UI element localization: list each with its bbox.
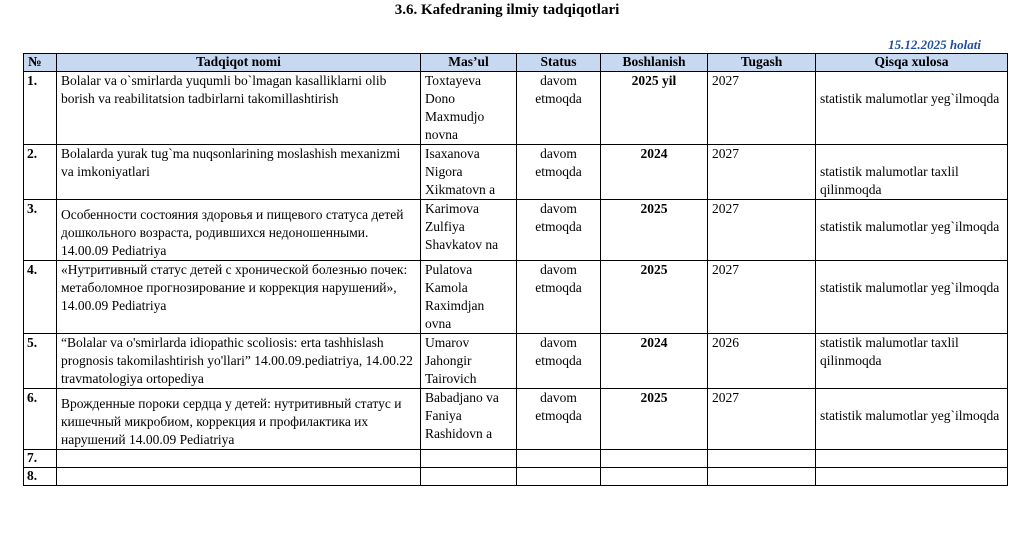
start-cell: 2024 (601, 145, 708, 200)
end-cell (708, 468, 816, 486)
row-number: 4. (24, 261, 57, 334)
responsible-person: Umarov Jahongir Tairovich (421, 334, 517, 389)
research-table (23, 53, 1008, 486)
table-row (24, 468, 1008, 486)
responsible-person: Toxtayeva Dono Maxmudjo novna (421, 72, 517, 145)
col-header-name: Tadqiqot nomi (57, 54, 421, 72)
status-cell: davom etmoqda (517, 334, 601, 389)
status-cell (517, 450, 601, 468)
summary-cell: statistik malumotlar taxlil qilinmoqda (816, 145, 1008, 200)
col-header-summary: Qisqa xulosa (816, 54, 1008, 72)
table-row (24, 389, 1008, 450)
research-title (57, 450, 421, 468)
status-cell (517, 468, 601, 486)
responsible-person (421, 468, 517, 486)
summary-cell: statistik malumotlar yeg`ilmoqda (816, 261, 1008, 334)
research-title: Bolalarda yurak tug`ma nuqsonlarining moslashish mexanizmi va imkoniyatlari (57, 145, 421, 200)
responsible-person (421, 450, 517, 468)
table-row (24, 200, 1008, 261)
col-header-status: Status (517, 54, 601, 72)
research-title: Особенности состояния здоровья и пищевого статуса детей дошкольного возраста, родившихся недоношенными. 14.00.09 Pediatriya (57, 200, 421, 261)
research-title (57, 468, 421, 486)
start-cell: 2025 (601, 261, 708, 334)
table-row (24, 334, 1008, 389)
summary-cell (816, 468, 1008, 486)
row-number: 8. (24, 468, 57, 486)
research-title: «Нутритивный статус детей с хронической болезнью почек: метаболомное прогнозирование и коррекция нарушений», 14.00.09 Pediatriya (57, 261, 421, 334)
start-cell: 2025 yil (601, 72, 708, 145)
end-cell: 2027 (708, 261, 816, 334)
end-cell: 2027 (708, 389, 816, 450)
research-title: “Bolalar va o'smirlarda idiopathic scoliosis: erta tashhislash prognosis takomilashtirish yo'llari” 14.00.09.pediatriya, 14.00.22 travmatologiya ortopediya (57, 334, 421, 389)
status-cell: davom etmoqda (517, 261, 601, 334)
end-cell: 2027 (708, 145, 816, 200)
summary-cell: statistik malumotlar yeg`ilmoqda (816, 72, 1008, 145)
start-cell (601, 450, 708, 468)
row-number: 3. (24, 200, 57, 261)
responsible-person: Pulatova Kamola Raximdjan ovna (421, 261, 517, 334)
table-header-row (24, 54, 1008, 72)
status-cell: davom etmoqda (517, 145, 601, 200)
summary-cell (816, 450, 1008, 468)
col-header-responsible: Mas’ul (421, 54, 517, 72)
start-cell: 2024 (601, 334, 708, 389)
end-cell: 2026 (708, 334, 816, 389)
col-header-no: № (24, 54, 57, 72)
row-number: 6. (24, 389, 57, 450)
research-title: Врожденные пороки сердца у детей: нутритивный статус и кишечный микробиом, коррекция и профилактика их нарушений 14.00.09 Pediatriya (57, 389, 421, 450)
status-cell: davom etmoqda (517, 72, 601, 145)
summary-cell: statistik malumotlar taxlil qilinmoqda (816, 334, 1008, 389)
status-cell: davom etmoqda (517, 389, 601, 450)
research-title: Bolalar va o`smirlarda yuqumli bo`lmagan kasalliklarni olib borish va reabilitatsion tadbirlarni takomillashtirish (57, 72, 421, 145)
col-header-start: Boshlanish (601, 54, 708, 72)
end-cell: 2027 (708, 72, 816, 145)
table-row (24, 72, 1008, 145)
end-cell (708, 450, 816, 468)
start-cell: 2025 (601, 389, 708, 450)
status-cell: davom etmoqda (517, 200, 601, 261)
row-number: 5. (24, 334, 57, 389)
row-number: 2. (24, 145, 57, 200)
end-cell: 2027 (708, 200, 816, 261)
table-row (24, 261, 1008, 334)
row-number: 1. (24, 72, 57, 145)
row-number: 7. (24, 450, 57, 468)
col-header-end: Tugash (708, 54, 816, 72)
responsible-person: Isaxanova Nigora Xikmatovn a (421, 145, 517, 200)
responsible-person: Babadjano va Faniya Rashidovn a (421, 389, 517, 450)
summary-cell: statistik malumotlar yeg`ilmoqda (816, 389, 1008, 450)
date-note: 15.12.2025 holati (888, 37, 981, 52)
start-cell: 2025 (601, 200, 708, 261)
page-title: 3.6. Kafedraning ilmiy tadqiqotlari (394, 2, 620, 18)
start-cell (601, 468, 708, 486)
table-row (24, 450, 1008, 468)
table-row (24, 145, 1008, 200)
responsible-person: Karimova Zulfiya Shavkatov na (421, 200, 517, 261)
summary-cell: statistik malumotlar yeg`ilmoqda (816, 200, 1008, 261)
